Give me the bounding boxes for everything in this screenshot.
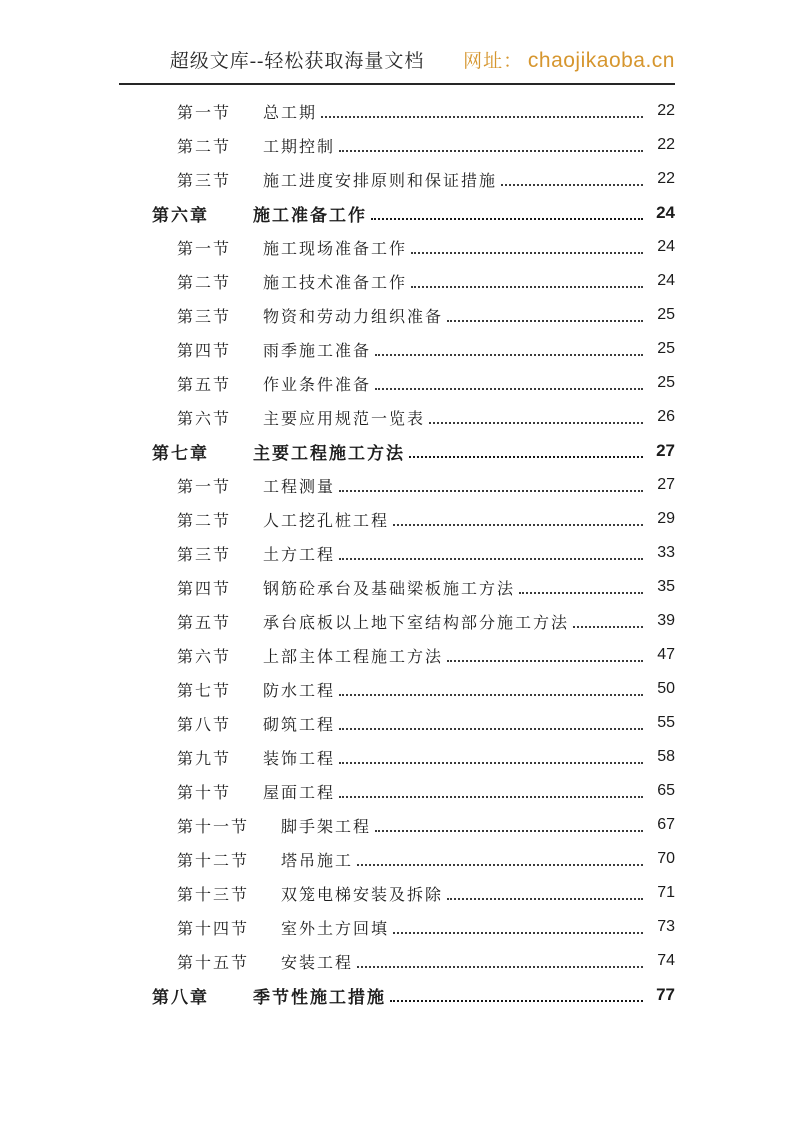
toc-entry-page: 55 — [657, 714, 675, 731]
toc-entry-page: 24 — [657, 238, 675, 255]
dot-leader-icon — [357, 864, 643, 866]
toc-entry-title: 安装工程 — [281, 954, 354, 972]
toc-entry-section[interactable] — [119, 570, 675, 604]
toc-entry-label: 第十节 — [177, 784, 232, 802]
toc-entry-title: 室外土方回填 — [281, 920, 390, 938]
dot-leader-icon — [375, 830, 643, 832]
toc-entry-section[interactable] — [119, 400, 675, 434]
toc-entry-title: 防水工程 — [263, 682, 336, 700]
dot-leader-icon — [371, 218, 643, 220]
toc-entry-label: 第六节 — [177, 410, 232, 428]
toc-entry-section[interactable] — [119, 230, 675, 264]
site-url-label: 网址： — [463, 51, 524, 72]
toc-entry-title: 上部主体工程施工方法 — [263, 648, 444, 666]
toc-entry-page: 24 — [656, 203, 675, 222]
toc-entry-page: 73 — [657, 918, 675, 935]
dot-leader-icon — [375, 354, 643, 356]
dot-leader-icon — [393, 524, 643, 526]
toc-entry-section[interactable] — [119, 536, 675, 570]
toc-entry-label: 第五节 — [177, 614, 232, 632]
toc-entry-section[interactable] — [119, 604, 675, 638]
toc-entry-page: 25 — [657, 340, 675, 357]
toc-entry-section[interactable] — [119, 808, 675, 842]
toc-entry-title: 屋面工程 — [263, 784, 336, 802]
toc-entry-section[interactable] — [119, 468, 675, 502]
dot-leader-icon — [339, 694, 643, 696]
toc-entry-label: 第十一节 — [177, 818, 250, 836]
toc-entry-title: 施工准备工作 — [253, 205, 367, 225]
toc-entry-section[interactable] — [119, 944, 675, 978]
toc-entry-title: 作业条件准备 — [263, 376, 372, 394]
toc-entry-label: 第七章 — [152, 443, 209, 463]
dot-leader-icon — [390, 1000, 643, 1002]
toc-entry-label: 第六节 — [177, 648, 232, 666]
toc-entry-title: 物资和劳动力组织准备 — [263, 308, 444, 326]
toc-entry-page: 39 — [657, 612, 675, 629]
toc-entry-page: 33 — [657, 544, 675, 561]
toc-entry-title: 主要应用规范一览表 — [263, 410, 426, 428]
toc-entry-label: 第二节 — [177, 274, 232, 292]
dot-leader-icon — [501, 184, 643, 186]
toc-entry-title: 施工进度安排原则和保证措施 — [263, 172, 498, 190]
toc-entry-title: 双笼电梯安装及拆除 — [281, 886, 444, 904]
toc-entry-title: 工程测量 — [263, 478, 336, 496]
toc-entry-section[interactable] — [119, 876, 675, 910]
toc-entry-section[interactable] — [119, 842, 675, 876]
toc-entry-page: 25 — [657, 374, 675, 391]
dot-leader-icon — [447, 898, 643, 900]
dot-leader-icon — [409, 456, 643, 458]
toc-entry-page: 27 — [656, 441, 675, 460]
toc-entry-label: 第十五节 — [177, 954, 250, 972]
toc-entry-title: 装饰工程 — [263, 750, 336, 768]
toc-entry-page: 22 — [657, 170, 675, 187]
dot-leader-icon — [357, 966, 643, 968]
toc-entry-label: 第一节 — [177, 478, 232, 496]
dot-leader-icon — [321, 116, 643, 118]
dot-leader-icon — [339, 490, 643, 492]
toc-entry-chapter[interactable] — [119, 434, 675, 468]
toc-entry-section[interactable] — [119, 740, 675, 774]
toc-entry-label: 第三节 — [177, 172, 232, 190]
toc-entry-label: 第四节 — [177, 580, 232, 598]
toc-entry-section[interactable] — [119, 94, 675, 128]
toc-entry-section[interactable] — [119, 366, 675, 400]
toc-entry-page: 65 — [657, 782, 675, 799]
toc-entry-label: 第六章 — [152, 205, 209, 225]
toc-entry-section[interactable] — [119, 162, 675, 196]
toc-entry-page: 70 — [657, 850, 675, 867]
toc-entry-title: 土方工程 — [263, 546, 336, 564]
toc-entry-section[interactable] — [119, 706, 675, 740]
toc-entry-label: 第五节 — [177, 376, 232, 394]
toc-entry-title: 承台底板以上地下室结构部分施工方法 — [263, 614, 570, 632]
toc-entry-title: 工期控制 — [263, 138, 336, 156]
toc-entry-chapter[interactable] — [119, 196, 675, 230]
page-content — [119, 0, 675, 1012]
toc-entry-label: 第二节 — [177, 512, 232, 530]
toc-entry-section[interactable] — [119, 332, 675, 366]
toc-entry-page: 50 — [657, 680, 675, 697]
toc-entry-label: 第一节 — [177, 104, 232, 122]
page-header — [119, 0, 675, 85]
toc-entry-label: 第七节 — [177, 682, 232, 700]
dot-leader-icon — [375, 388, 643, 390]
toc-entry-label: 第八节 — [177, 716, 232, 734]
toc-entry-title: 主要工程施工方法 — [253, 443, 405, 463]
toc-entry-section[interactable] — [119, 502, 675, 536]
toc-entry-page: 77 — [656, 985, 675, 1004]
toc-entry-title: 脚手架工程 — [281, 818, 372, 836]
toc-entry-section[interactable] — [119, 264, 675, 298]
toc-entry-title: 塔吊施工 — [281, 852, 354, 870]
toc-entry-page: 29 — [657, 510, 675, 527]
toc-entry-page: 35 — [657, 578, 675, 595]
toc-entry-label: 第三节 — [177, 308, 232, 326]
toc-entry-title: 钢筋砼承台及基础梁板施工方法 — [263, 580, 516, 598]
toc-entry-label: 第一节 — [177, 240, 232, 258]
toc-entry-label: 第十四节 — [177, 920, 250, 938]
toc-entry-title: 施工现场准备工作 — [263, 240, 408, 258]
toc-entry-page: 74 — [657, 952, 675, 969]
dot-leader-icon — [429, 422, 643, 424]
toc-entry-page: 22 — [657, 102, 675, 119]
toc-entry-label: 第三节 — [177, 546, 232, 564]
dot-leader-icon — [573, 626, 643, 628]
dot-leader-icon — [519, 592, 643, 594]
table-of-contents — [119, 94, 675, 1012]
toc-entry-chapter[interactable] — [119, 978, 675, 1012]
toc-entry-title: 砌筑工程 — [263, 716, 336, 734]
toc-entry-section[interactable] — [119, 638, 675, 672]
toc-entry-page: 26 — [657, 408, 675, 425]
site-name: 超级文库--轻松获取海量文档 — [169, 51, 425, 72]
toc-entry-label: 第九节 — [177, 750, 232, 768]
toc-entry-section[interactable] — [119, 910, 675, 944]
site-url: chaojikaoba.cn — [527, 49, 675, 72]
toc-entry-page: 22 — [657, 136, 675, 153]
toc-entry-title: 施工技术准备工作 — [263, 274, 408, 292]
dot-leader-icon — [447, 660, 643, 662]
toc-entry-page: 67 — [657, 816, 675, 833]
toc-entry-page: 71 — [657, 884, 675, 901]
toc-entry-title: 季节性施工措施 — [253, 987, 386, 1007]
dot-leader-icon — [447, 320, 643, 322]
toc-entry-title: 总工期 — [263, 104, 318, 122]
toc-entry-label: 第四节 — [177, 342, 232, 360]
toc-entry-section[interactable] — [119, 298, 675, 332]
dot-leader-icon — [339, 728, 643, 730]
toc-entry-label: 第二节 — [177, 138, 232, 156]
toc-entry-label: 第八章 — [152, 987, 209, 1007]
toc-entry-title: 人工挖孔桩工程 — [263, 512, 390, 530]
toc-entry-label: 第十二节 — [177, 852, 250, 870]
toc-entry-label: 第十三节 — [177, 886, 250, 904]
toc-entry-section[interactable] — [119, 672, 675, 706]
toc-entry-page: 58 — [657, 748, 675, 765]
dot-leader-icon — [339, 150, 643, 152]
dot-leader-icon — [393, 932, 643, 934]
toc-entry-title: 雨季施工准备 — [263, 342, 372, 360]
toc-entry-section[interactable] — [119, 128, 675, 162]
dot-leader-icon — [411, 286, 643, 288]
dot-leader-icon — [339, 558, 643, 560]
dot-leader-icon — [411, 252, 643, 254]
dot-leader-icon — [339, 762, 643, 764]
toc-entry-section[interactable] — [119, 774, 675, 808]
dot-leader-icon — [339, 796, 643, 798]
toc-entry-page: 24 — [657, 272, 675, 289]
toc-entry-page: 27 — [657, 476, 675, 493]
toc-entry-page: 25 — [657, 306, 675, 323]
toc-entry-page: 47 — [657, 646, 675, 663]
